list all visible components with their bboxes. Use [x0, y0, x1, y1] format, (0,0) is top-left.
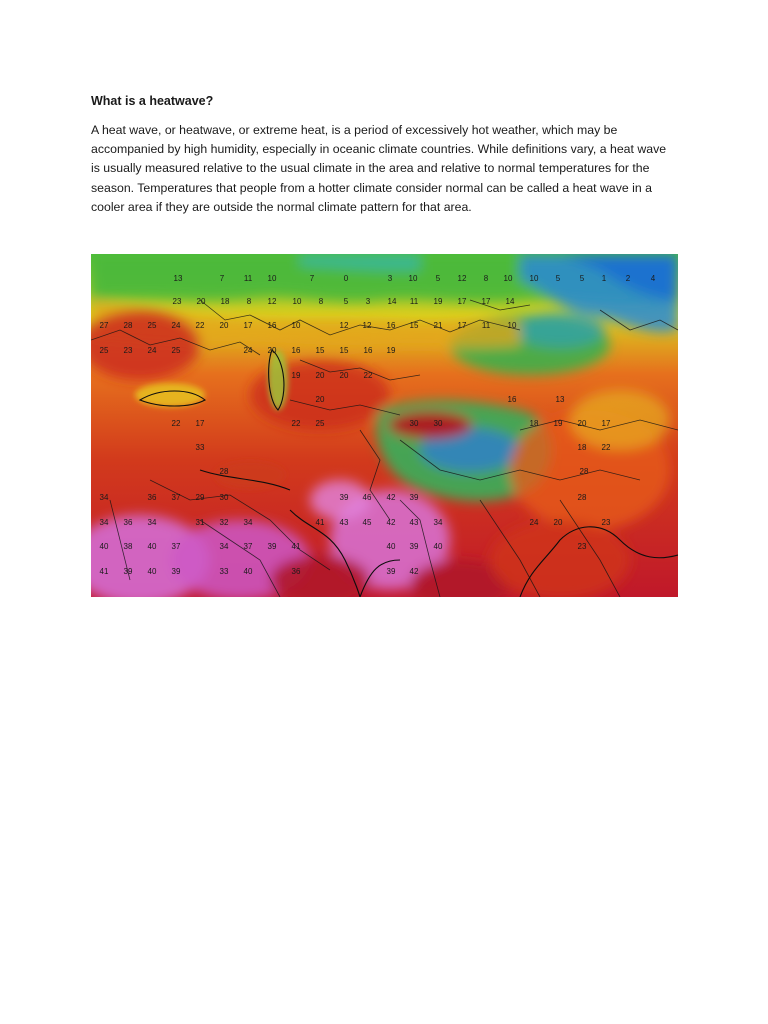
temperature-label: 22 — [171, 419, 181, 428]
temperature-label: 15 — [315, 346, 325, 355]
temperature-label: 34 — [99, 493, 109, 502]
temperature-label: 25 — [315, 419, 325, 428]
temperature-label: 28 — [577, 493, 587, 502]
temperature-label: 14 — [505, 297, 515, 306]
temperature-label: 23 — [601, 518, 611, 527]
temperature-label: 25 — [99, 346, 109, 355]
document-paragraph: A heat wave, or heatwave, or extreme heat, is a period of excessively hot weather, which may be accompanied by high humidity, especially in oceanic climate countries. While definitions vary, a heat wave is usually measured relative to the usual climate in the area and relative to normal temperatures for the season. Temperatures that people from a hotter climate consider normal can be called a heat wave in a cooler area if they are outside the normal climate pattern for that area. — [91, 123, 667, 214]
temperature-label: 17 — [481, 297, 491, 306]
temperature-label: 14 — [387, 297, 397, 306]
temperature-label: 25 — [171, 346, 181, 355]
temperature-label: 34 — [147, 518, 157, 527]
temperature-label: 20 — [315, 395, 325, 404]
temperature-label: 17 — [457, 297, 467, 306]
temperature-label: 18 — [577, 443, 587, 452]
temperature-label: 34 — [219, 542, 229, 551]
temperature-map — [91, 254, 678, 597]
temperature-label: 7 — [219, 274, 225, 283]
temperature-label: 38 — [123, 542, 133, 551]
temperature-label: 5 — [343, 297, 349, 306]
temperature-label: 19 — [291, 371, 301, 380]
temperature-label: 20 — [339, 371, 349, 380]
temperature-label: 37 — [243, 542, 253, 551]
temperature-label: 3 — [365, 297, 371, 306]
temperature-label: 11 — [409, 297, 419, 306]
temperature-label: 25 — [147, 321, 157, 330]
temperature-label: 40 — [147, 542, 157, 551]
temperature-label: 7 — [309, 274, 315, 283]
temperature-label: 39 — [409, 542, 419, 551]
temperature-label: 36 — [123, 518, 133, 527]
temperature-label: 1 — [601, 274, 607, 283]
temperature-label: 36 — [147, 493, 157, 502]
temperature-label: 34 — [243, 518, 253, 527]
temperature-map-graphic — [91, 254, 678, 597]
temperature-label: 22 — [291, 419, 301, 428]
temperature-label: 16 — [363, 346, 373, 355]
temperature-label: 10 — [503, 274, 513, 283]
temperature-label: 20 — [315, 371, 325, 380]
temperature-label: 8 — [483, 274, 489, 283]
temperature-label: 10 — [529, 274, 539, 283]
temperature-label: 20 — [577, 419, 587, 428]
temperature-label: 33 — [219, 567, 229, 576]
temperature-label: 29 — [195, 493, 205, 502]
temperature-label: 12 — [339, 321, 349, 330]
temperature-label: 31 — [195, 518, 205, 527]
temperature-label: 17 — [601, 419, 611, 428]
temperature-label: 40 — [386, 542, 396, 551]
temperature-label: 24 — [147, 346, 157, 355]
temperature-label: 39 — [409, 493, 419, 502]
temperature-label: 12 — [457, 274, 467, 283]
temperature-label: 40 — [433, 542, 443, 551]
temperature-label: 40 — [243, 567, 253, 576]
temperature-label: 36 — [291, 567, 301, 576]
temperature-label: 20 — [267, 346, 277, 355]
temperature-label: 3 — [387, 274, 393, 283]
temperature-label: 20 — [553, 518, 563, 527]
temperature-label: 42 — [386, 518, 396, 527]
temperature-label: 5 — [579, 274, 585, 283]
temperature-label: 27 — [99, 321, 109, 330]
temperature-label: 39 — [123, 567, 133, 576]
temperature-label: 28 — [123, 321, 133, 330]
temperature-label: 41 — [99, 567, 109, 576]
temperature-label: 43 — [339, 518, 349, 527]
temperature-label: 18 — [529, 419, 539, 428]
temperature-label: 22 — [195, 321, 205, 330]
temperature-label: 40 — [99, 542, 109, 551]
temperature-label: 39 — [339, 493, 349, 502]
temperature-label: 18 — [220, 297, 230, 306]
temperature-label: 23 — [577, 542, 587, 551]
temperature-label: 2 — [625, 274, 631, 283]
temperature-label: 42 — [386, 493, 396, 502]
temperature-label: 28 — [219, 467, 229, 476]
temperature-label: 45 — [362, 518, 372, 527]
temperature-label: 17 — [195, 419, 205, 428]
temperature-label: 23 — [123, 346, 133, 355]
temperature-label: 16 — [291, 346, 301, 355]
temperature-label: 24 — [529, 518, 539, 527]
temperature-label: 24 — [243, 346, 253, 355]
temperature-label: 34 — [433, 518, 443, 527]
temperature-label: 22 — [601, 443, 611, 452]
temperature-label: 12 — [267, 297, 277, 306]
temperature-label: 20 — [219, 321, 229, 330]
temperature-label: 10 — [291, 321, 301, 330]
temperature-label: 42 — [409, 567, 419, 576]
temperature-label: 17 — [243, 321, 253, 330]
temperature-label: 10 — [507, 321, 517, 330]
temperature-label: 33 — [195, 443, 205, 452]
temperature-label: 28 — [579, 467, 589, 476]
temperature-label: 8 — [318, 297, 324, 306]
temperature-label: 17 — [457, 321, 467, 330]
temperature-label: 4 — [650, 274, 656, 283]
temperature-label: 11 — [481, 321, 491, 330]
temperature-label: 10 — [267, 274, 277, 283]
temperature-label: 0 — [343, 274, 349, 283]
temperature-label: 10 — [408, 274, 418, 283]
temperature-label: 40 — [147, 567, 157, 576]
temperature-label: 13 — [173, 274, 183, 283]
temperature-label: 30 — [219, 493, 229, 502]
temperature-label: 5 — [435, 274, 441, 283]
temperature-label: 39 — [267, 542, 277, 551]
document-heading: What is a heatwave? — [91, 94, 214, 108]
temperature-label: 12 — [362, 321, 372, 330]
temperature-label: 15 — [409, 321, 419, 330]
temperature-label: 20 — [196, 297, 206, 306]
temperature-label: 41 — [315, 518, 325, 527]
temperature-label: 16 — [507, 395, 517, 404]
temperature-label: 39 — [171, 567, 181, 576]
temperature-label: 10 — [292, 297, 302, 306]
temperature-label: 16 — [386, 321, 396, 330]
temperature-label: 24 — [171, 321, 181, 330]
temperature-label: 39 — [386, 567, 396, 576]
temperature-label: 21 — [433, 321, 443, 330]
temperature-label: 19 — [386, 346, 396, 355]
temperature-label: 34 — [99, 518, 109, 527]
temperature-label: 37 — [171, 493, 181, 502]
temperature-label: 37 — [171, 542, 181, 551]
temperature-label: 32 — [219, 518, 229, 527]
temperature-label: 16 — [267, 321, 277, 330]
temperature-label: 41 — [291, 542, 301, 551]
temperature-label: 30 — [433, 419, 443, 428]
temperature-label: 11 — [243, 274, 253, 283]
temperature-label: 43 — [409, 518, 419, 527]
temperature-label: 19 — [553, 419, 563, 428]
temperature-label: 22 — [363, 371, 373, 380]
temperature-label: 15 — [339, 346, 349, 355]
temperature-label: 23 — [172, 297, 182, 306]
temperature-label: 8 — [246, 297, 252, 306]
temperature-label: 5 — [555, 274, 561, 283]
temperature-label: 30 — [409, 419, 419, 428]
temperature-label: 13 — [555, 395, 565, 404]
temperature-label: 19 — [433, 297, 443, 306]
temperature-label: 46 — [362, 493, 372, 502]
